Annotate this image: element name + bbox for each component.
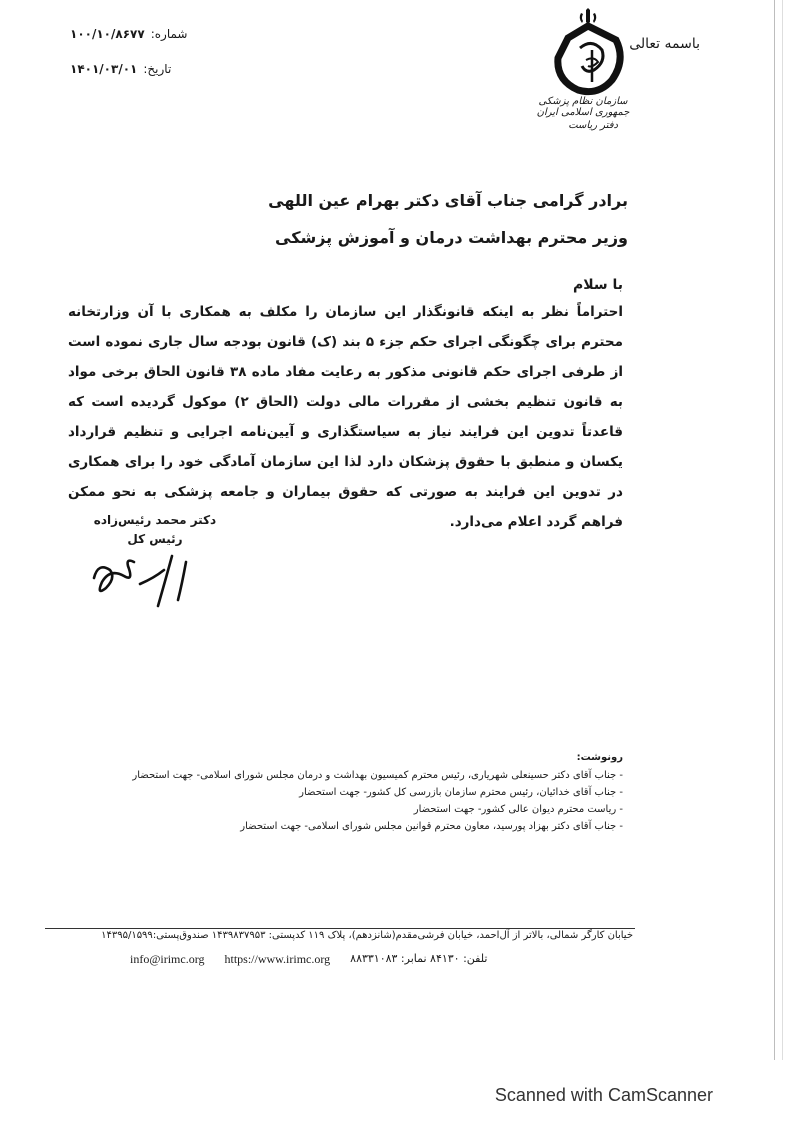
signatory-title: رئیس کل (127, 532, 183, 546)
handwritten-signature (88, 548, 198, 616)
letter-number-label: شماره: (150, 27, 188, 41)
page-edge-line (774, 0, 775, 1060)
bismillah-text: باسمه تعالی (629, 36, 700, 52)
footer-address: خیابان کارگر شمالی، بالاتر از آل‌احمد، خیابان فرشی‌مقدم(شانزدهم)، پلاک ۱۱۹ کدپستی: ۱۴۳۹۸۳۷۹۵۳ صندوق‌پستی:۱۴۳۹۵/۱۵۹۹ (101, 930, 633, 941)
letter-number-value: ۱۰۰/۱۰/۸۶۷۷ (70, 27, 145, 41)
carbon-copy-item: - جناب آقای دکتر حسینعلی شهریاری، رئیس محترم کمیسیون بهداشت و درمان مجلس شورای اسلامی- جهت استحضار (132, 770, 623, 781)
carbon-copy-item: - ریاست محترم دیوان عالی کشور- جهت استحضار (413, 804, 623, 815)
letter-body: احتراماً نظر به اینکه قانونگذار این سازمان را مکلف به همکاری با آن وزارتخانه محترم برای چگونگی اجرای حکم جزء ۵ بند (ک) قانون بودجه سال جاری نموده است از طرفی اجرای حکم قانونی مذکور به رعایت مفاد ماده ۳۸ قانون الحاق برخی مواد به قانون تنظیم بخشی از مقررات مالی دولت (الحاق ۲) موکول گردیده است که قاعدتاً تدوین این فرایند نیاز به سیاستگذاری و آیین‌نامه اجرایی و تنظیم قرارداد یکسان و منطبق با حقوق پزشکان دارد لذا این سازمان آمادگی خود را برای همکاری در تدوین این فرایند به صورتی که حقوق بیماران و جامعه پزشکی به نحو ممکن فراهم گردد اعلام می‌دارد. (68, 304, 623, 530)
letter-date-value: ۱۴۰۱/۰۳/۰۱ (70, 62, 138, 76)
carbon-copy-list (63, 752, 623, 835)
organization-logo (548, 8, 633, 98)
footer-contact-row (130, 952, 487, 967)
letter-date-label: تاریخ: (143, 62, 172, 76)
addressee-line-1: برادر گرامی جناب آقای دکتر بهرام عین اللهی (268, 191, 628, 210)
office-caption: دفتر ریاست (568, 120, 618, 131)
carbon-copy-title: رونوشت: (576, 752, 623, 763)
signatory-name: دکتر محمد رئیس‌زاده (93, 513, 217, 527)
addressee-line-2: وزیر محترم بهداشت درمان و آموزش پزشکی (275, 228, 628, 247)
carbon-copy-item: - جناب آقای دکتر بهزاد پورسید، معاون محترم قوانین مجلس شورای اسلامی- جهت استحضار (240, 821, 623, 832)
letter-number-row (70, 27, 187, 41)
letter-date-row (70, 62, 171, 76)
footer-website: https://www.irimc.org (224, 952, 331, 966)
footer-divider (45, 928, 635, 929)
salutation: با سلام (572, 277, 623, 293)
carbon-copy-item: - جناب آقای خدائیان، رئیس محترم سازمان بازرسی کل کشور- جهت استحضار (299, 787, 623, 798)
scanner-watermark: Scanned with CamScanner (494, 1085, 713, 1105)
footer-phone: تلفن: ۸۴۱۳۰ نمابر: ۸۸۳۳۱۰۸۳ (350, 952, 488, 965)
page-edge-line-outer (782, 0, 783, 1060)
footer-email: info@irimc.org (130, 952, 205, 966)
organization-name-caption: سازمان نظام پزشکی جمهوری اسلامی ایران (536, 96, 630, 118)
